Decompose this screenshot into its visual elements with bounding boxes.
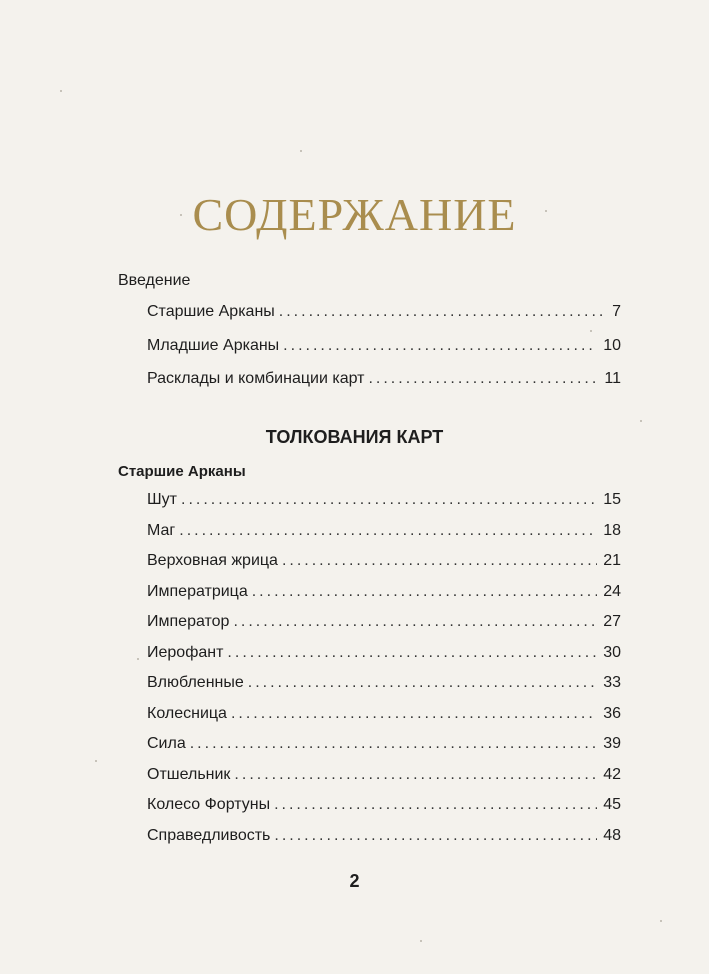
page-number: 2	[349, 871, 360, 891]
toc-entry[interactable]	[147, 552, 621, 583]
toc-entry-label: Колесо Фортуны	[147, 796, 271, 813]
page-title: СОДЕРЖАНИЕ	[192, 189, 517, 240]
toc-entry-label: Колесница	[147, 704, 227, 722]
dot-leader	[274, 796, 597, 814]
toc-entry-label: Императрица	[147, 582, 248, 600]
toc-entry-page: 21	[603, 552, 621, 569]
toc-entry[interactable]	[147, 613, 621, 644]
toc-entry-page: 15	[603, 491, 621, 508]
toc-entry[interactable]	[147, 303, 621, 337]
toc-entry-page: 45	[603, 796, 621, 813]
toc-entry-page: 11	[604, 370, 621, 387]
toc-entry[interactable]	[147, 522, 621, 553]
toc-entry-page: 7	[612, 303, 621, 320]
dot-leader	[252, 583, 597, 601]
dot-leader	[181, 491, 597, 509]
toc-entry-label: Иерофант	[147, 643, 224, 661]
dot-leader	[234, 766, 597, 784]
toc-entry-page: 36	[603, 704, 621, 722]
toc-entry-page: 10	[603, 336, 621, 354]
toc-entry[interactable]	[147, 337, 621, 371]
dot-leader	[179, 522, 597, 540]
dot-leader	[282, 552, 597, 570]
toc-entry-label: Старшие Арканы	[147, 303, 275, 320]
section-subtitle: Старшие Арканы	[118, 463, 246, 480]
toc-entry[interactable]	[147, 827, 621, 858]
toc-entry-label: Сила	[147, 735, 186, 752]
toc-entry[interactable]	[147, 796, 621, 827]
toc-entry[interactable]	[147, 583, 621, 614]
toc-entry-label: Верховная жрица	[147, 552, 278, 569]
dot-leader	[279, 303, 606, 321]
toc-entry-label: Справедливость	[147, 826, 271, 844]
toc-entry[interactable]	[147, 674, 621, 705]
toc-entry-label: Отшельник	[147, 765, 231, 783]
dot-leader	[227, 644, 597, 662]
intro-label: Введение	[118, 272, 191, 289]
toc-entry[interactable]	[147, 766, 621, 797]
toc-entry-page: 24	[603, 582, 621, 600]
toc-entry-page: 33	[603, 674, 621, 691]
toc-entry-label: Маг	[147, 521, 176, 539]
cards-toc-list	[147, 491, 621, 857]
toc-entry-label: Младшие Арканы	[147, 336, 280, 354]
toc-entry-page: 48	[603, 826, 621, 844]
dot-leader	[283, 337, 597, 355]
toc-entry[interactable]	[147, 644, 621, 675]
toc-entry-page: 39	[603, 735, 621, 752]
intro-toc-list	[147, 303, 621, 404]
toc-entry-label: Влюбленные	[147, 674, 244, 691]
toc-entry-label: Шут	[147, 491, 177, 508]
dot-leader	[248, 674, 597, 692]
toc-entry[interactable]	[147, 491, 621, 522]
toc-entry-page: 42	[603, 765, 621, 783]
toc-entry-page: 30	[603, 643, 621, 661]
toc-entry-page: 18	[603, 521, 621, 539]
toc-entry[interactable]	[147, 370, 621, 404]
dot-leader	[190, 735, 597, 753]
dot-leader	[233, 613, 597, 631]
toc-entry-page: 27	[603, 613, 621, 630]
toc-entry-label: Император	[147, 613, 230, 630]
toc-entry[interactable]	[147, 705, 621, 736]
dot-leader	[231, 705, 597, 723]
dot-leader	[368, 370, 598, 388]
toc-entry-label: Расклады и комбинации карт	[147, 370, 365, 387]
dot-leader	[274, 827, 597, 845]
section-title: ТОЛКОВАНИЯ КАРТ	[265, 427, 444, 447]
toc-entry[interactable]	[147, 735, 621, 766]
